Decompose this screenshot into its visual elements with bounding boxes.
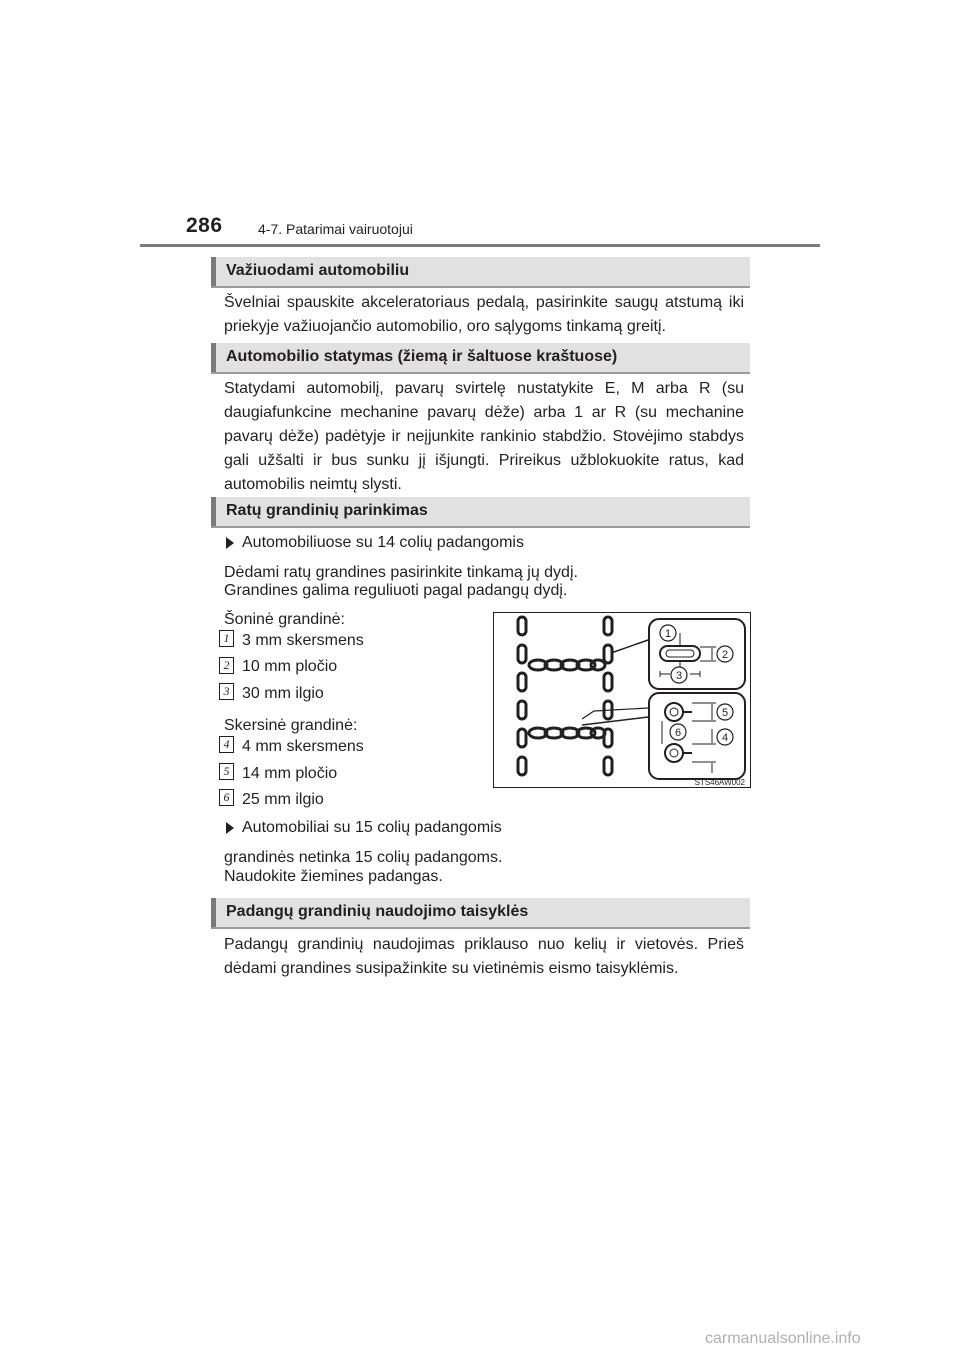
item-number-1: 1 — [219, 630, 234, 647]
callout-2: 2 — [721, 649, 729, 661]
cross-chain-label: Skersinė grandinė: — [224, 717, 358, 734]
bullet-15-inch: Automobiliai su 15 colių padangomis — [242, 819, 502, 836]
cross-chain-upper — [529, 660, 605, 670]
chapter-title: 4-7. Patarimai vairuotojui — [258, 221, 413, 237]
section-title: Ratų grandinių parinkimas — [226, 502, 428, 519]
driving-paragraph: Švelniai spauskite akceleratoriaus pedalą, pasirinkite saugų atstumą iki priekyje važiuojančio automobilio, oro sąlygoms tinkamą greitį. — [224, 294, 744, 335]
side-chain-item: 30 mm ilgio — [242, 685, 324, 702]
callout-1: 1 — [664, 628, 672, 640]
chains-line-3: grandinės netinka 15 colių padangoms. — [224, 849, 503, 866]
item-number-2: 2 — [219, 657, 234, 674]
side-chain-left — [518, 617, 526, 775]
callout-4: 4 — [721, 732, 729, 744]
item-number-3: 3 — [219, 683, 234, 700]
chains-line-1: Dėdami ratų grandines pasirinkite tinkamą jų dydį. — [224, 564, 578, 581]
side-chain-right — [604, 617, 612, 775]
cross-chain-item: 25 mm ilgio — [242, 791, 324, 808]
rules-paragraph: Padangų grandinių naudojimas priklauso nuo kelių ir vietovės. Prieš dėdami grandines susipažinkite su vietinėmis eismo taisyklėmis. — [224, 936, 744, 977]
section-heading-driving — [211, 257, 750, 288]
side-chain-label: Šoninė grandinė: — [224, 611, 345, 628]
cross-chain-item: 4 mm skersmens — [242, 738, 364, 755]
callout-5: 5 — [721, 707, 729, 719]
item-number-6: 6 — [219, 789, 234, 806]
section-heading-rules — [211, 898, 750, 929]
parking-paragraph: Statydami automobilį, pavarų svirtelę nustatykite E, M arba R (su daugiafunkcine mechanine pavarų dėže) arba 1 ar R (su mechanine pavarų dėže) padėtyje ir neįjunkite rankinio stabdžio. Stovėjimo stabdys gali užšalti ir bus sunku jį išjungti. Prireikus užblokuokite ratus, kad automobilis neimtų slysti. — [224, 380, 744, 493]
section-title: Važiuodami automobiliu — [226, 262, 410, 279]
section-heading-parking — [211, 343, 750, 374]
item-number-4: 4 — [219, 736, 234, 753]
chains-line-2: Grandines galima reguliuoti pagal padangų dydį. — [224, 582, 568, 599]
cross-chain-item: 14 mm pločio — [242, 765, 338, 782]
header-rule — [140, 244, 820, 247]
figure-code: STS46AW002 — [694, 778, 745, 787]
bullet-arrow-icon — [226, 537, 234, 549]
chain-diagram-svg — [494, 613, 750, 787]
tire-chain-diagram — [493, 612, 751, 788]
side-chain-item: 10 mm pločio — [242, 658, 338, 675]
cross-chain-lower — [529, 728, 605, 738]
chains-line-4: Naudokite žiemines padangas. — [224, 868, 443, 885]
watermark: carmanualsonline.info — [705, 1330, 861, 1347]
page-number: 286 — [186, 214, 223, 237]
item-number-5: 5 — [219, 763, 234, 780]
bullet-arrow-icon — [226, 822, 234, 834]
bullet-14-inch: Automobiliuose su 14 colių padangomis — [242, 534, 524, 551]
side-chain-item: 3 mm skersmens — [242, 632, 364, 649]
section-title: Padangų grandinių naudojimo taisyklės — [226, 903, 529, 920]
callout-3: 3 — [675, 670, 683, 682]
callout-6: 6 — [674, 727, 682, 739]
section-heading-chains — [211, 497, 750, 528]
section-title: Automobilio statymas (žiemą ir šaltuose kraštuose) — [226, 348, 618, 365]
